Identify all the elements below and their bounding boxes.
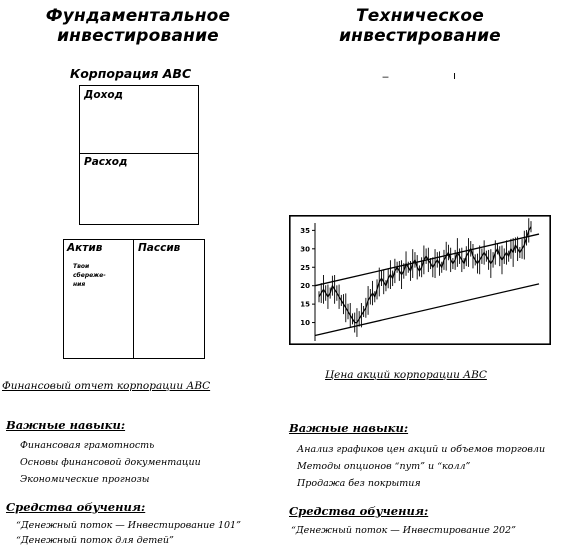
chart-trend-upper-line [315, 234, 539, 286]
left-skill-item: Экономические прогнозы [20, 474, 150, 485]
liability-label: Пассив [138, 242, 181, 254]
technical-title-line2: инвестирование [339, 26, 501, 46]
income-statement-box [79, 85, 199, 225]
chart-y-tick-label: 25 [300, 263, 310, 272]
income-expense-divider [80, 153, 198, 154]
income-label: Доход [84, 89, 124, 101]
chart-trend-lower-line [315, 284, 539, 336]
chart-caption: Цена акций корпорации АВС [325, 369, 487, 381]
right-skill-item: Методы опционов “пут” и “колл” [297, 461, 471, 472]
savings-note [73, 262, 106, 289]
right-skills-list [297, 441, 545, 492]
right-tools-list [291, 523, 516, 538]
asset-label: Актив [67, 242, 103, 254]
left-tool-item: “Денежный поток — Инвестирование 101” [16, 520, 241, 531]
right-skill-item: Продажа без покрытия [297, 478, 421, 489]
left-skills-heading: Важные навыки: [6, 418, 126, 432]
expense-label: Расход [84, 156, 128, 168]
fundamental-title-line1: Фундаментальное [45, 6, 231, 26]
corporation-title: Корпорация АВС [70, 66, 192, 81]
statement-caption: Финансовый отчет корпорации АВС [2, 380, 211, 392]
left-tools-heading: Средства обучения: [6, 500, 146, 514]
chart-y-tick-label: 20 [300, 282, 310, 291]
chart-y-tick-label: 15 [300, 300, 310, 309]
chart-y-tick-label: 30 [300, 245, 310, 254]
right-skills-heading: Важные навыки: [289, 421, 409, 435]
right-tools-heading: Средства обучения: [289, 504, 429, 518]
savings-line2: сбереже- [73, 272, 106, 279]
left-skill-item: Финансовая грамотность [20, 440, 155, 451]
chart-frame [290, 216, 550, 344]
stray-tick-mark: ı [453, 69, 457, 82]
chart-plot-area [300, 218, 539, 341]
left-tools-list [16, 518, 241, 548]
asset-liability-divider [133, 240, 134, 358]
savings-line3: ния [73, 281, 86, 288]
left-skills-list [20, 437, 201, 488]
stray-dash-mark: ‒ [382, 70, 389, 83]
right-tool-item: “Денежный поток — Инвестирование 202” [291, 525, 516, 536]
right-skill-item: Анализ графиков цен акций и объемов торговли [297, 444, 546, 455]
savings-line1: Твои [73, 263, 90, 270]
chart-y-tick-label: 10 [300, 319, 310, 328]
fundamental-title [18, 6, 258, 46]
stock-price-chart [289, 215, 551, 345]
chart-y-tick-label: 35 [300, 226, 310, 235]
left-skill-item: Основы финансовой документации [20, 457, 201, 468]
balance-sheet-box [63, 239, 205, 359]
fundamental-title-line2: инвестирование [57, 26, 219, 46]
technical-title [300, 6, 540, 46]
left-tool-item: “Денежный поток для детей” [16, 535, 174, 546]
technical-title-line1: Техническое [356, 6, 484, 26]
chart-price-line [319, 227, 531, 323]
